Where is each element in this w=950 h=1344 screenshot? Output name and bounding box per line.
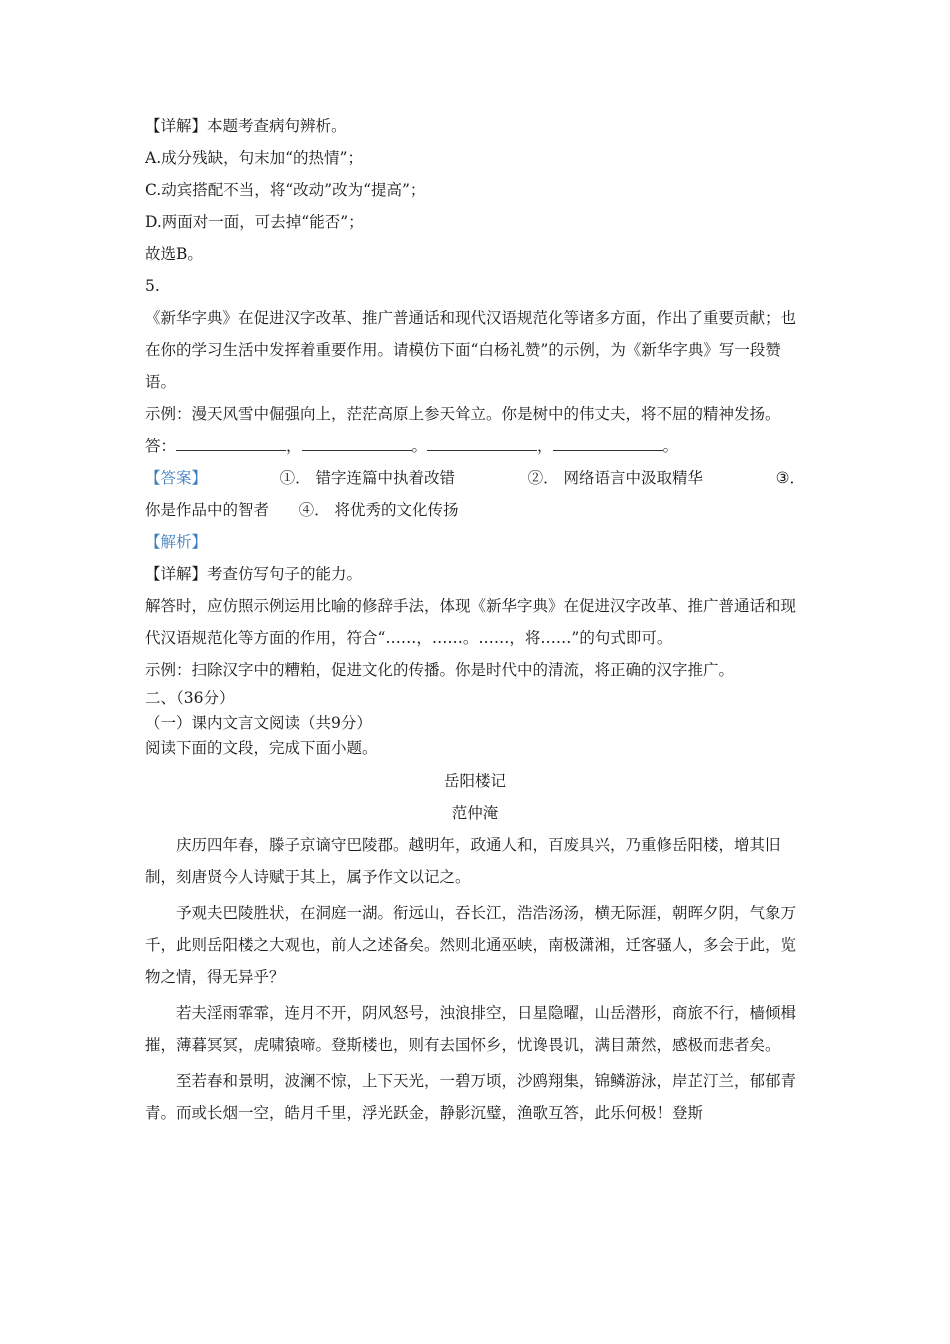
analysis-tag: 【解析】 xyxy=(145,533,208,551)
detail-line: 【详解】本题考查病句辨析。 xyxy=(145,117,347,135)
section-subtitle: （一）课内文言文阅读（共9分） xyxy=(145,714,372,732)
answer-blank-1 xyxy=(176,436,286,451)
answer-1: ①． 错字连篇中执着改错 xyxy=(279,469,456,487)
answer-blank-2 xyxy=(302,436,412,451)
answer-blank-4 xyxy=(553,436,663,451)
choice-line: 故选B。 xyxy=(145,245,203,263)
essay-author: 范仲淹 xyxy=(451,804,499,822)
punct: ， xyxy=(537,437,553,455)
answer-row xyxy=(145,462,805,494)
essay-paragraph-4: 至若春和景明，波澜不惊，上下天光，一碧万顷，沙鸥翔集，锦鳞游泳，岸芷汀兰，郁郁青青。而或长烟一空，皓月千里，浮光跃金，静影沉璧，渔歌互答，此乐何极！登斯 xyxy=(145,1072,797,1122)
analysis-paragraph-2: 示例：扫除汉字中的糟粕，促进文化的传播。你是时代中的清流，将正确的汉字推广。 xyxy=(145,661,735,679)
section-title: 二、（36分） xyxy=(145,689,235,707)
option-d-line: D.两面对一面，可去掉“能否”； xyxy=(145,213,364,231)
answer-blank-3 xyxy=(427,436,537,451)
example-text: 示例：漫天风雪中倔强向上，茫茫高原上参天耸立。你是树中的伟丈夫，将不屈的精神发扬。 xyxy=(145,405,781,423)
answer-3: 你是作品中的智者 xyxy=(145,501,270,519)
option-a-line: A.成分残缺，句末加“的热情”； xyxy=(145,149,363,167)
answer-prefix: 答： xyxy=(145,437,177,455)
answer-4: ④． 将优秀的文化传扬 xyxy=(298,501,459,519)
punct: ， xyxy=(286,437,302,455)
answer-3-number: ③． xyxy=(775,469,805,487)
essay-paragraph-1: 庆历四年春，滕子京谪守巴陵郡。越明年，政通人和，百废具兴，乃重修岳阳楼，增其旧制，刻唐贤今人诗赋于其上，属予作文以记之。 xyxy=(145,836,781,886)
punct: 。 xyxy=(411,437,428,455)
option-c-line: C.动宾搭配不当，将“改动”改为“提高”； xyxy=(145,181,426,199)
answer-blanks-line xyxy=(145,430,805,462)
essay-paragraph-2: 予观夫巴陵胜状，在洞庭一湖。衔远山，吞长江，浩浩汤汤，横无际涯，朝晖夕阴，气象万千，此则岳阳楼之大观也，前人之述备矣。然则北通巫峡，南极潇湘，迁客骚人，多会于此，览物之情，得无异乎？ xyxy=(145,904,797,986)
question-text: 《新华字典》在促进汉字改革、推广普通话和现代汉语规范化等诸多方面，作出了重要贡献；也在你的学习生活中发挥着重要作用。请模仿下面“白杨礼赞”的示例，为《新华字典》写一段赞语。 xyxy=(145,309,797,391)
answer-2: ②． 网络语言中汲取精华 xyxy=(527,469,704,487)
essay-title: 岳阳楼记 xyxy=(443,772,506,790)
punct: 。 xyxy=(662,437,679,455)
answer-row-2 xyxy=(145,494,805,526)
question-number: 5. xyxy=(145,277,160,295)
analysis-paragraph-1: 解答时，应仿照示例运用比喻的修辞手法，体现《新华字典》在促进汉字改革、推广普通话和现代汉语规范化等方面的作用，符合“……，……。……，将……”的句式即可。 xyxy=(145,597,797,647)
answer-tag: 【答案】 xyxy=(145,469,208,487)
analysis-detail: 【详解】考查仿写句子的能力。 xyxy=(145,565,363,583)
document-page xyxy=(145,110,805,1129)
essay-paragraph-3: 若夫淫雨霏霏，连月不开，阴风怒号，浊浪排空，日星隐曜，山岳潜形，商旅不行，樯倾楫摧，薄暮冥冥，虎啸猿啼。登斯楼也，则有去国怀乡，忧谗畏讥，满目萧然，感极而悲者矣。 xyxy=(145,1004,797,1054)
section-instruction: 阅读下面的文段，完成下面小题。 xyxy=(145,739,378,757)
